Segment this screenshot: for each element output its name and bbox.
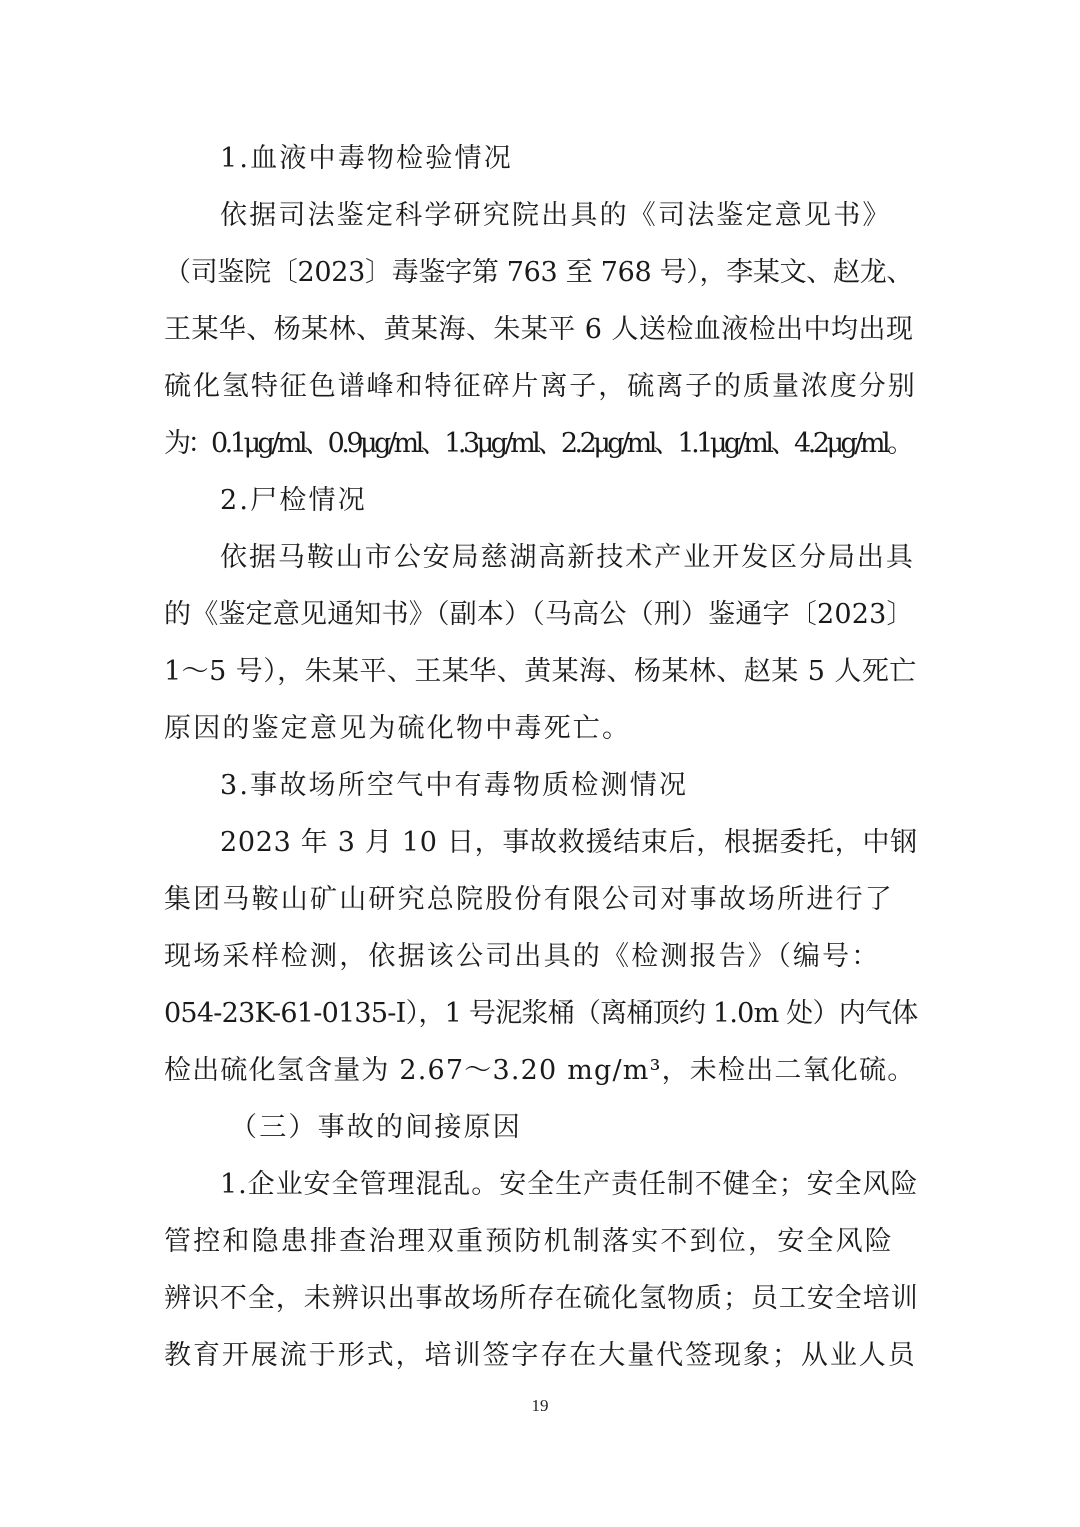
paragraph-line: 硫化氢特征色谱峰和特征碎片离子，硫离子的质量浓度分别 [164, 371, 917, 402]
paragraph-line: 原因的鉴定意见为硫化物中毒死亡。 [164, 713, 632, 744]
section-heading-blood-toxicology: 1.血液中毒物检验情况 [220, 143, 513, 174]
paragraph-line: 1.企业安全管理混乱。安全生产责任制不健全；安全风险 [220, 1169, 919, 1200]
paragraph-line: （司鉴院〔2023〕毒鉴字第 763 至 768 号），李某文、赵龙、 [164, 257, 914, 288]
paragraph-line: 集团马鞍山矿山研究总院股份有限公司对事故场所进行了 [164, 884, 894, 915]
paragraph-line: 为：0.1μg/ml、0.9μg/ml、1.3μg/ml、2.2μg/ml、1.1μg/ml、4.2μg/ml。 [164, 428, 911, 459]
paragraph-line: 1～5 号），朱某平、王某华、黄某海、杨某林、赵某 5 人死亡 [164, 656, 917, 687]
section-heading-air-testing: 3.事故场所空气中有毒物质检测情况 [220, 770, 689, 801]
paragraph-line: 依据司法鉴定科学研究院出具的《司法鉴定意见书》 [220, 200, 892, 231]
paragraph-line: 的《鉴定意见通知书》（副本）（马高公（刑）鉴通字〔2023〕 [164, 599, 914, 630]
page-number: 19 [531, 1396, 549, 1415]
paragraph-line: 依据马鞍山市公安局慈湖高新技术产业开发区分局出具 [220, 542, 915, 573]
paragraph-line: 王某华、杨某林、黄某海、朱某平 6 人送检血液检出中均出现 [164, 314, 914, 345]
paragraph-line: 检出硫化氢含量为 2.67～3.20 mg/m³，未检出二氧化硫。 [164, 1055, 916, 1086]
paragraph-line: 054-23K-61-0135-I），1 号泥浆桶（离桶顶约 1.0m 处）内气体 [164, 998, 918, 1029]
section-heading-autopsy: 2.尸检情况 [220, 485, 367, 516]
paragraph-line: 教育开展流于形式，培训签字存在大量代签现象；从业人员 [164, 1340, 917, 1371]
paragraph-line: 2023 年 3 月 10 日，事故救援结束后，根据委托，中钢 [220, 827, 918, 858]
document-body [164, 130, 920, 1384]
paragraph-line: 辨识不全，未辨识出事故场所存在硫化氢物质；员工安全培训 [164, 1283, 919, 1314]
section-heading-indirect-causes: （三）事故的间接原因 [230, 1112, 522, 1143]
paragraph-line: 管控和隐患排查治理双重预防机制落实不到位，安全风险 [164, 1226, 894, 1257]
paragraph-line: 现场采样检测，依据该公司出具的《检测报告》（编号： [164, 941, 881, 972]
